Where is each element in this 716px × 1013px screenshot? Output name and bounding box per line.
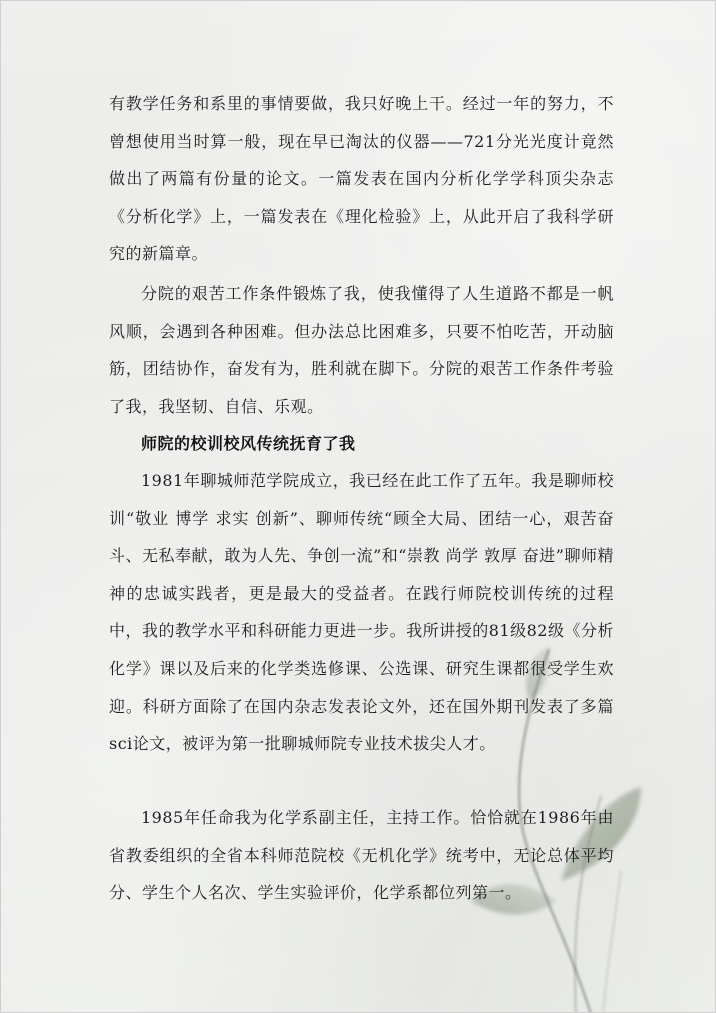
body-paragraph: 有教学任务和系里的事情要做，我只好晚上干。经过一年的努力，不曾想使用当时算一般，现在早已淘汰的仪器——721分光光度计竟然做出了两篇有份量的论文。一篇发表在国内分析化学学科顶尖杂志《分析化学》上，一篇发表在《理化检验》上，从此开启了我科学研究的新篇章。 xyxy=(109,94,614,264)
body-paragraph: 1985年任命我为化学系副主任，主持工作。恰恰就在1986年由省教委组织的全省本科师范院校《无机化学》统考中，无论总体平均分、学生个人名次、学生实验评价，化学系都位列第一。 xyxy=(109,808,614,903)
section-heading: 师院的校训校风传统抚育了我 xyxy=(141,434,356,453)
body-paragraph: 1981年聊城师范学院成立，我已经在此工作了五年。我是聊师校训“敬业 博学 求实 创新”、聊师传统“顾全大局、团结一心，艰苦奋斗、无私奉献，敢为人先、争创一流”和“崇教 尚学 敦厚 奋进”聊师精神的忠诚实践者，更是最大的受益者。在践行师院校训传统的过程中，我的教学水平和科研能力更进一步。我所讲授的81级82级《分析化学》课以及后来的化学类选修课、公选课、研究生课都很受学生欢迎。科研方面除了在国内杂志发表论文外，还在国外期刊发表了多篇sci论文，被评为第一批聊城师院专业技术拔尖人才。 xyxy=(109,471,614,754)
body-paragraph: 分院的艰苦工作条件锻炼了我，使我懂得了人生道路不都是一帆风顺，会遇到各种困难。但办法总比困难多，只要不怕吃苦，开动脑筋，团结协作，奋发有为，胜利就在脚下。分院的艰苦工作条件考验了我，我坚韧、自信、乐观。 xyxy=(109,284,614,416)
